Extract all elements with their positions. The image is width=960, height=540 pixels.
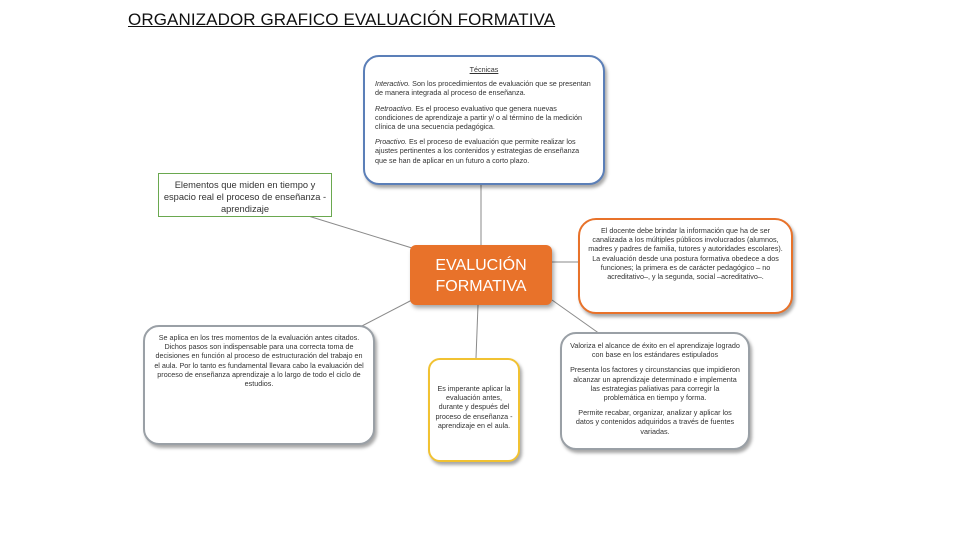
connector-imperante [476,305,478,358]
valoriza-box [560,332,750,450]
elementos-box: Elementos que miden en tiempo y espacio real el proceso de enseñanza -aprendizaje [158,173,332,217]
tecnica-proactivo: Proactivo. Es el proceso de evaluación que permite realizar los ajustes pertinentes a los contenidos y estrategias de enseñanza que se han de aplicar en un futuro a corto plazo. [375,137,580,165]
connector-elementos [305,215,412,248]
tecnicas-box [363,55,605,185]
valoriza-item-3: Permite recabar, organizar, analizar y aplicar los datos y contenidos adquiridos a través de fuentes variadas. [575,408,735,436]
tecnica-retroactivo: Retroactivo. Es el proceso evaluativo que genera nuevas condiciones de aprendizaje a partir y/ o al término de la medición clínica de una secuencia pedagógica. [375,103,582,132]
valoriza-item-1: Valoriza el alcance de éxito en el aprendizaje logrado con base en los estándares estipulados [570,341,740,360]
central-node-line2: FORMATIVA [435,278,527,295]
connector-aplica [360,300,412,327]
page-title: ORGANIZADOR GRAFICO EVALUACIÓN FORMATIVA [128,10,556,29]
central-node-line1: EVALUCIÓN [435,257,527,274]
docente-box: El docente debe brindar la información que ha de ser canalizada a los múltiples públicos involucrados (alumnos, madres y padres de familia, tutores y autoridades escolares). La evaluación desde una postura formativa obedece a dos funciones; la primera es de carácter pedagógico – no acreditativo–, y la segunda, social –acreditativo–. [578,218,793,314]
aplica-box: Se aplica en los tres momentos de la evaluación antes citados. Dichos pasos son indispensable para una correcta toma de decisiones en función al proceso de estructuración del trabajo en el aula. Por lo tanto es fundamental llevara cabo la evaluación del proceso de enseñanza aprendizaje a lo largo de todo el ciclo de estudios. [143,325,375,445]
tecnica-interactivo: Interactivo. Son los procedimientos de evaluación que se presentan de manera integrada al proceso de enseñanza. [375,79,591,98]
tecnicas-heading: Técnicas [469,65,499,74]
valoriza-item-2: Presenta los factores y circunstancias que impidieron alcanzar un aprendizaje determinado e implementa las estrategias paliativas para corregir la problemática en tiempo y forma. [570,365,740,403]
central-node [410,245,552,305]
imperante-box: Es imperante aplicar la evaluación antes, durante y después del proceso de enseñanza -aprendizaje en el aula. [428,358,520,462]
